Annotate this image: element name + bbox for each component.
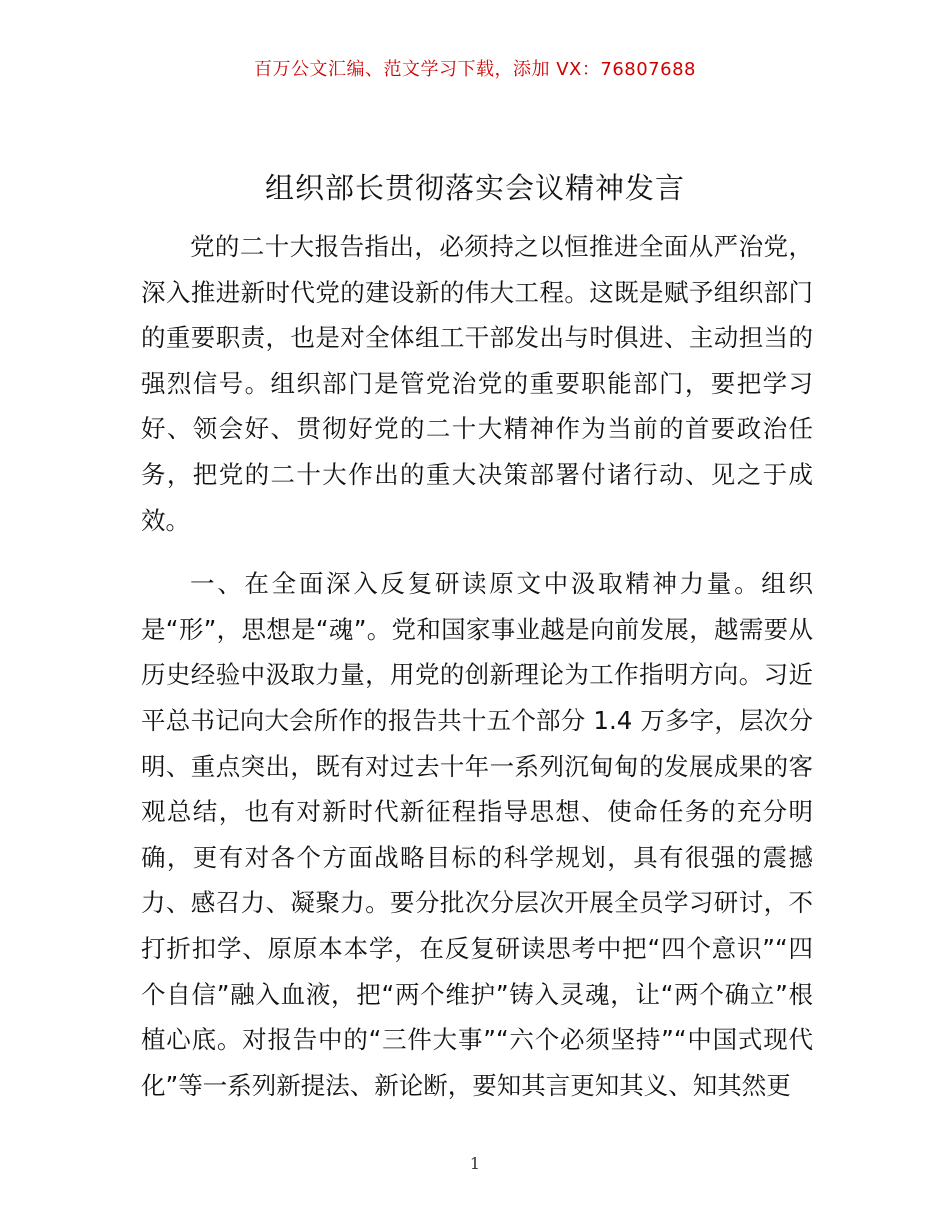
header-promo-note: 百万公文汇编、范文学习下载，添加 VX：76807688 xyxy=(254,59,696,80)
document-body xyxy=(141,224,813,1108)
page-number: 1 xyxy=(469,1154,481,1173)
paragraph-section-one: 一、在全面深入反复研读原文中汲取精神力量。组织是“形”，思想是“魂”。党和国家事业越是向前发展，越需要从历史经验中汲取力量，用党的创新理论为工作指明方向。习近平总书记向大会所作的报告共十五个部分 1.4 万多字，层次分明、重点突出，既有对过去十年一系列沉甸甸的发展成果的客观总结，也有对新时代新征程指导思想、使命任务的充分明确，更有对各个方面战略目标的科学规划，具有很强的震撼力、感召力、凝聚力。要分批次分层次开展全员学习研讨，不打折扣学、原原本本学，在反复研读思考中把“四个意识”“四个自信”融入血液，把“两个维护”铸入灵魂，让“两个确立”根植心底。对报告中的“三件大事”“六个必须坚持”“中国式现代化”等一系列新提法、新论断，要知其言更知其义、知其然更 xyxy=(141,569,813,1100)
document-title: 组织部长贯彻落实会议精神发言 xyxy=(264,171,685,205)
paragraph-intro: 党的二十大报告指出，必须持之以恒推进全面从严治党，深入推进新时代党的建设新的伟大工程。这既是赋予组织部门的重要职责，也是对全体组工干部发出与时俱进、主动担当的强烈信号。组织部门是管党治党的重要职能部门，要把学习好、领会好、贯彻好党的二十大精神作为当前的首要政治任务，把党的二十大作出的重大决策部署付诸行动、见之于成效。 xyxy=(141,232,813,535)
